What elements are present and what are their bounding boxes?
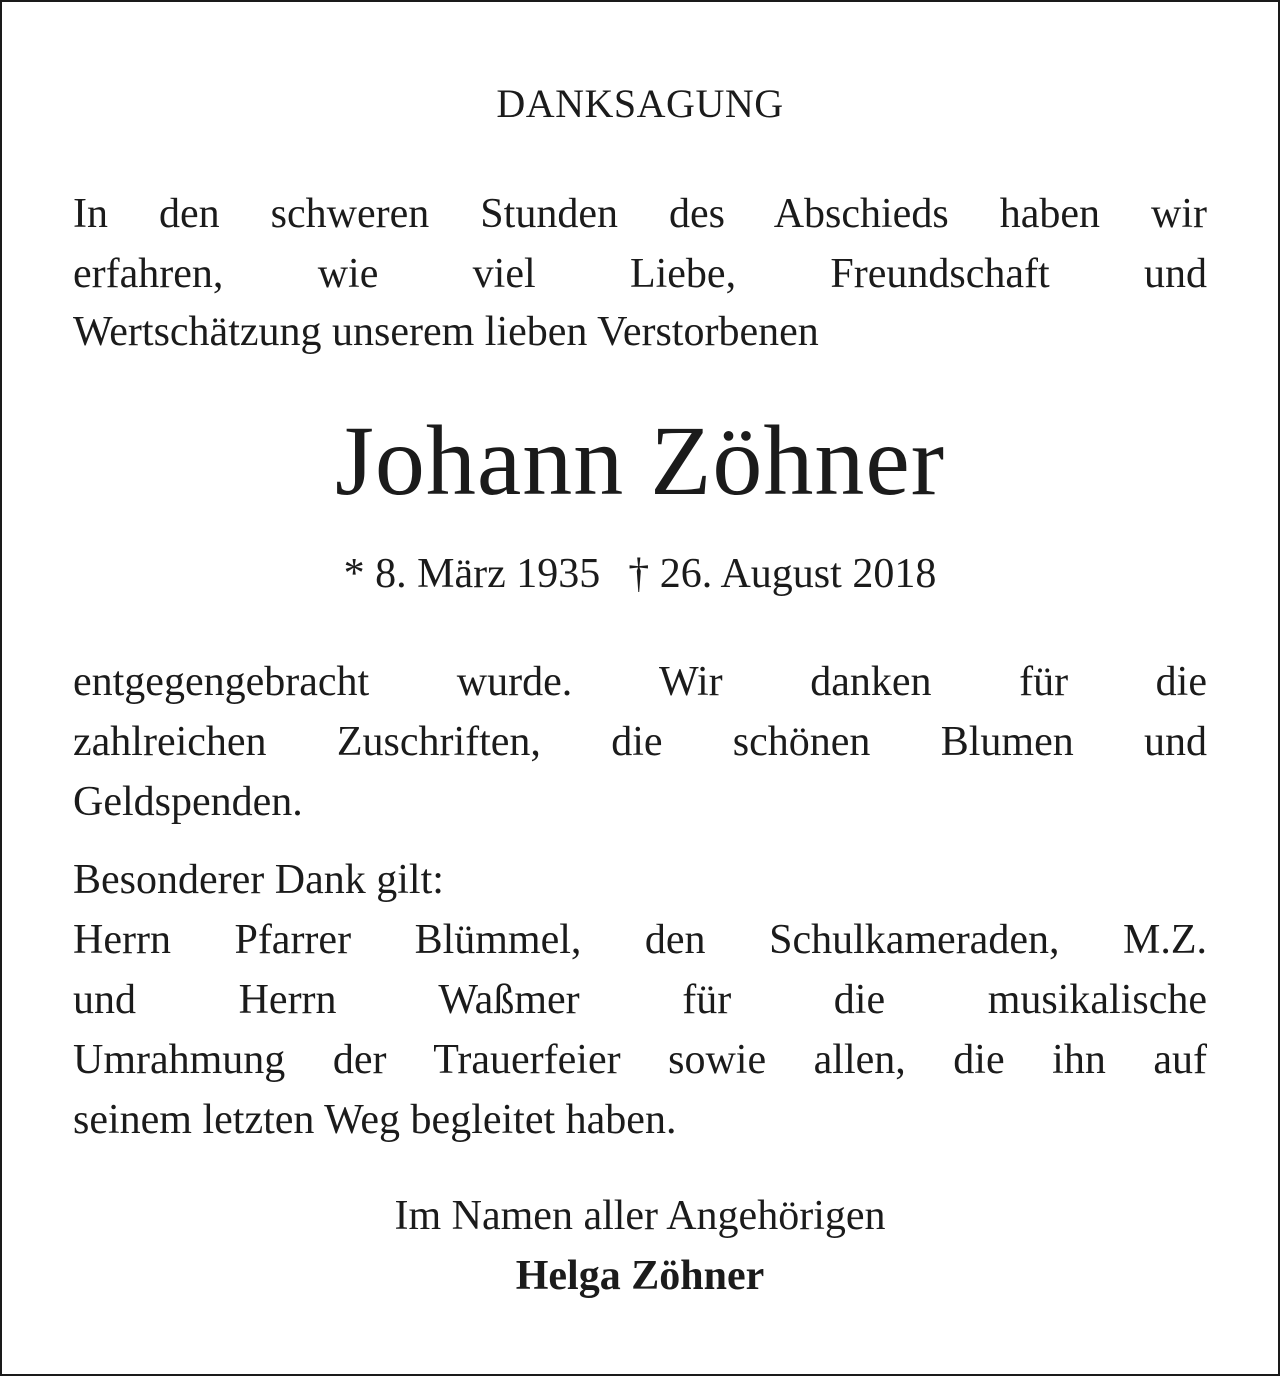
- intro-line-3: Wertschätzung unserem lieben Verstorbenen: [73, 309, 819, 355]
- special-thanks-line-2: und Herrn Waßmer für die musikalische: [73, 977, 1207, 1023]
- notice-heading: DANKSAGUNG: [496, 81, 784, 126]
- intro-line-2: erfahren, wie viel Liebe, Freundschaft und: [73, 251, 1207, 297]
- deceased-name: Johann Zöhner: [334, 405, 946, 516]
- thanks-line-3: Geldspenden.: [73, 779, 303, 825]
- special-thanks-line-1: Herrn Pfarrer Blümmel, den Schulkameraden, M.Z.: [73, 917, 1207, 963]
- intro-line-1: In den schweren Stunden des Abschieds haben wir: [73, 191, 1207, 237]
- thanks-line-1: entgegengebracht wurde. Wir danken für die: [73, 659, 1207, 705]
- life-dates: [0, 544, 1280, 604]
- birth-date: * 8. März 1935: [343, 551, 601, 597]
- thanks-line-2: zahlreichen Zuschriften, die schönen Blumen und: [73, 719, 1207, 765]
- special-thanks-line-3: Umrahmung der Trauerfeier sowie allen, die ihn auf: [73, 1037, 1207, 1083]
- death-date: † 26. August 2018: [628, 551, 937, 597]
- signature-line: Im Namen aller Angehörigen: [394, 1193, 886, 1239]
- special-thanks-line-4: seinem letzten Weg begleitet haben.: [73, 1097, 677, 1143]
- signature-name: Helga Zöhner: [515, 1253, 765, 1299]
- special-thanks-title: Besonderer Dank gilt:: [73, 857, 444, 903]
